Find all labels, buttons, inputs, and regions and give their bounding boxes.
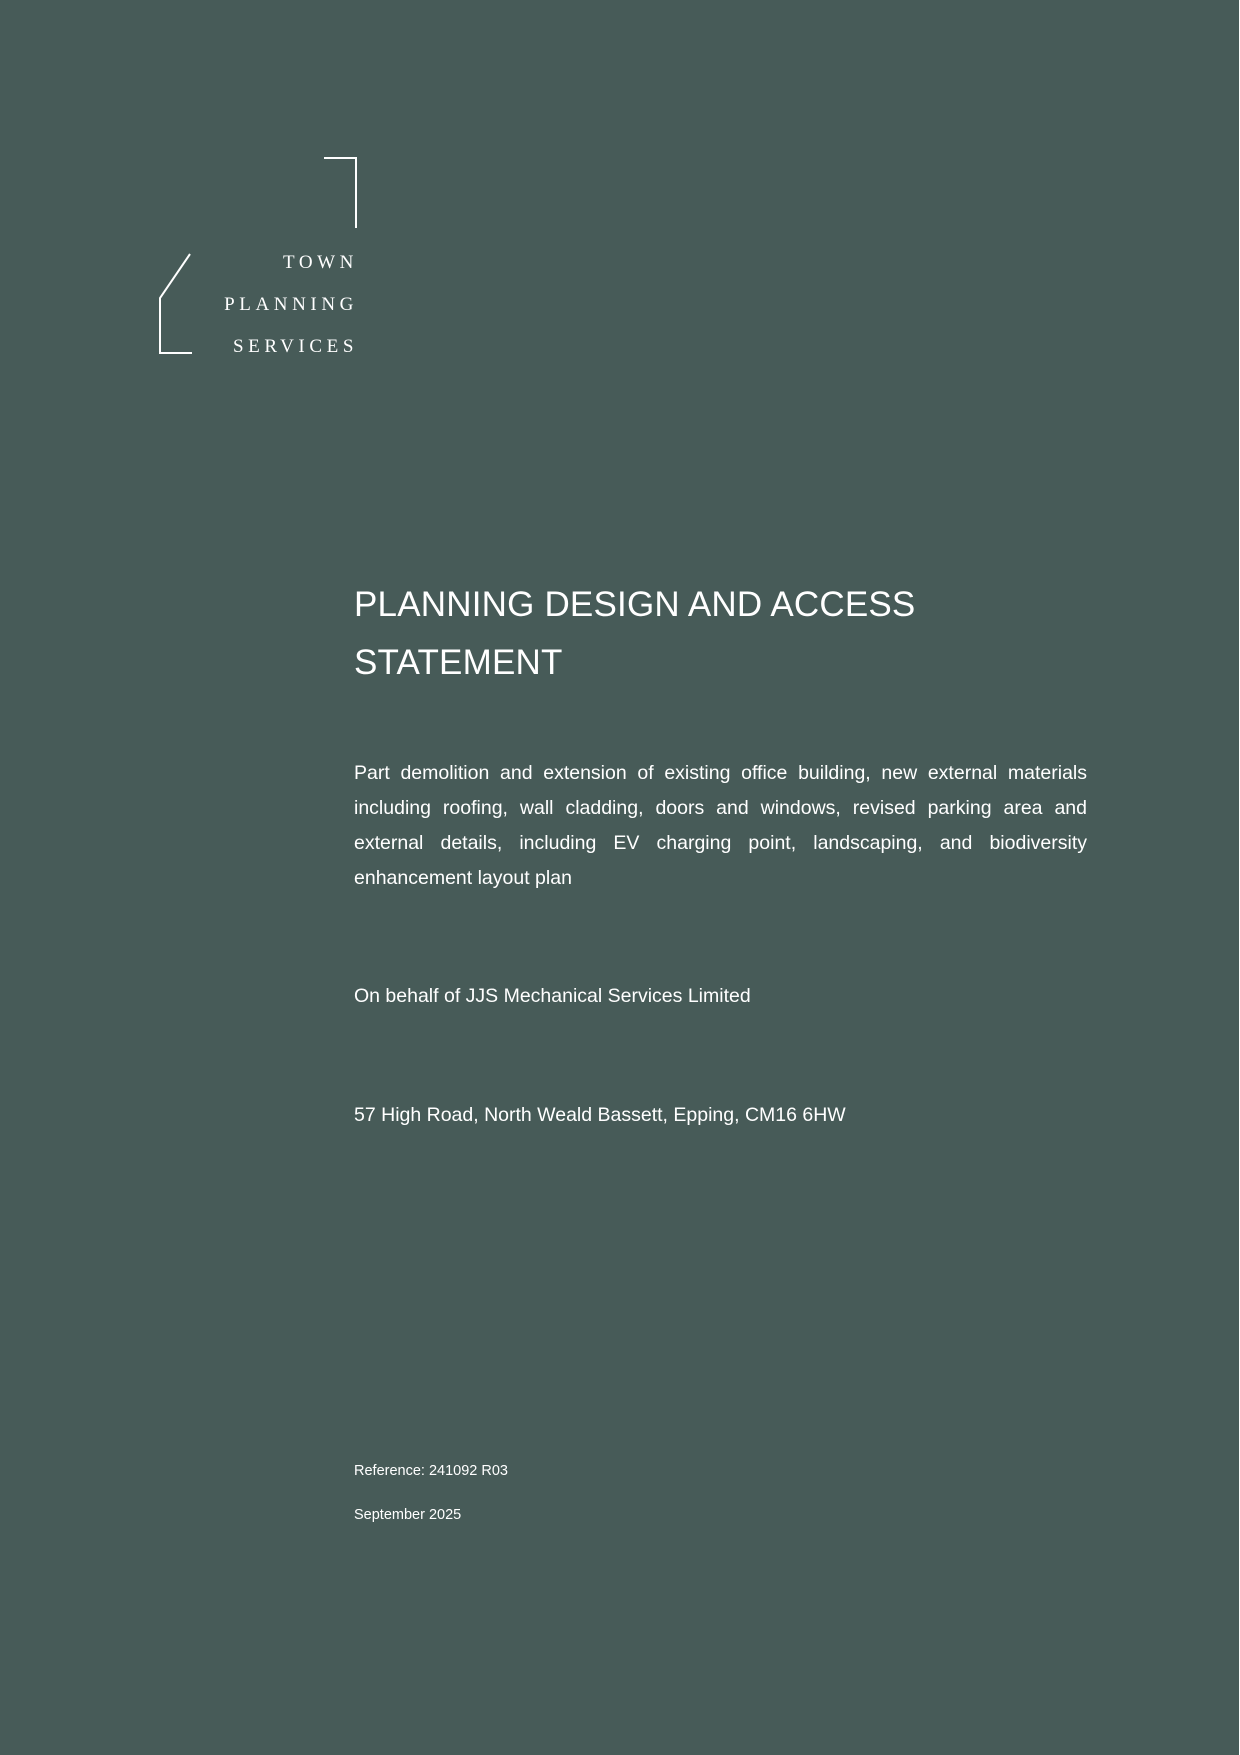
project-description: Part demolition and extension of existing office building, new external materials including roofing, wall cladding, doors and windows, revised parking area and external details, including EV charging point, landscaping, and biodiversity enhancement layout plan	[354, 762, 1087, 889]
title-line-2: STATEMENT	[354, 643, 563, 682]
site-address: 57 High Road, North Weald Bassett, Epping, CM16 6HW	[354, 1104, 846, 1126]
client-line: On behalf of JJS Mechanical Services Limited	[354, 985, 751, 1007]
town-planning-services-logo	[150, 150, 370, 360]
title-line-1: PLANNING DESIGN AND ACCESS	[354, 585, 916, 624]
logo-word-town: TOWN	[282, 252, 358, 273]
logo-word-planning: PLANNING	[224, 294, 358, 315]
document-reference: Reference: 241092 R03	[354, 1463, 508, 1479]
document-date: September 2025	[354, 1507, 462, 1523]
logo-word-services: SERVICES	[232, 336, 358, 357]
document-title	[354, 576, 1087, 692]
